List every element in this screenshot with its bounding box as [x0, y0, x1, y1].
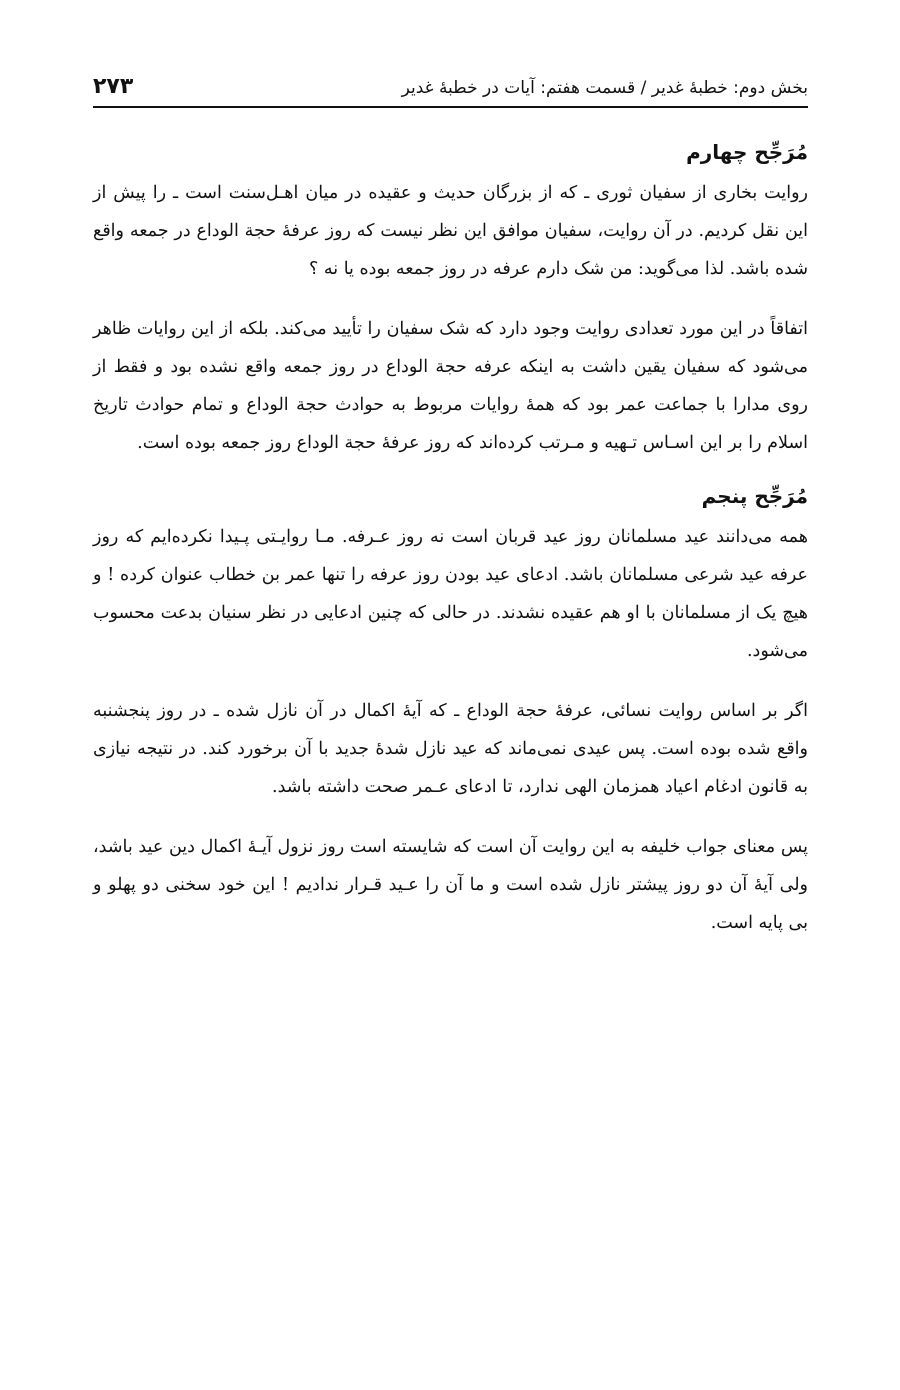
- paragraph: همه می‌دانند عید مسلمانان روز عید قربان است نه روز عـرفه. مـا روایـتی پـیدا نکرده‌ایم که روز عرفه عید شرعی مسلمانان باشد. ادعای عید بودن روز عرفه را تنها عمر بن خطاب عنوان کرده ! و هیچ یک از مسلمانان با او هم عقیده نشدند. در حالی که چنین ادعایی در نظر سنیان بدعت محسوب می‌شود.: [93, 527, 808, 661]
- section-title: مُرَجِّح پنجم: [701, 484, 808, 508]
- paragraph: روایت بخاری از سفیان ثوری ـ که از بزرگان حدیث و عقیده در میان اهـل‌سنت است ـ را پیش از این نقل کردیم. در آن روایت، سفیان موافق این نظر نیست که روز عرفهٔ حجة الوداع در جمعه واقع شده باشد. لذا می‌گوید: من شک دارم عرفه در روز جمعه بوده یا نه ؟: [93, 183, 808, 279]
- page-number: ۲۷۳: [93, 73, 134, 99]
- book-page: [93, 62, 808, 942]
- page-content: [93, 136, 808, 942]
- section-fourth-preference: [93, 136, 808, 462]
- paragraph: اتفاقاً در این مورد تعدادی روایت وجود دارد که شک سفیان را تأیید می‌کند. بلکه از این روایات ظاهر می‌شود که سفیان یقین داشت به اینکه عرفه حجة الوداع در روز جمعه واقع نشده بود و فقط از روی مدارا با جماعت عمر بود که همهٔ روایات مربوط به حوادث حجة الوداع و تمام حوادث تاریخ اسلام را بر این اسـاس تـهیه و مـرتب کرده‌اند که روز عرفهٔ حجة الوداع روز جمعه بوده است.: [93, 319, 808, 453]
- section-title: مُرَجِّح چهارم: [686, 140, 808, 164]
- paragraph: پس معنای جواب خلیفه به این روایت آن است که شایسته است روز نزول آیـهٔ اکمال دین عید باشد، ولی آیهٔ آن دو روز پیشتر نازل شده است و ما آن را عـید قـرار ندادیم ! این خود سخنی دو پهلو و بی پایه است.: [93, 837, 808, 933]
- section-fifth-preference: [93, 480, 808, 942]
- running-title: بخش دوم: خطبهٔ غدیر / قسمت هفتم: آیات در خطبهٔ غدیر: [401, 77, 808, 98]
- paragraph: اگر بر اساس روایت نسائی، عرفهٔ حجة الوداع ـ که آیهٔ اکمال در آن نازل شده ـ در روز پنجشنبه واقع شده بوده است. پس عیدی نمی‌ماند که عید نازل شدهٔ جدید با آن برخورد کند. در نتیجه نیازی به قانون ادغام اعیاد همزمان الهی ندارد، تا ادعای عـمر صحت داشته باشد.: [93, 701, 808, 797]
- page-header: [93, 62, 808, 108]
